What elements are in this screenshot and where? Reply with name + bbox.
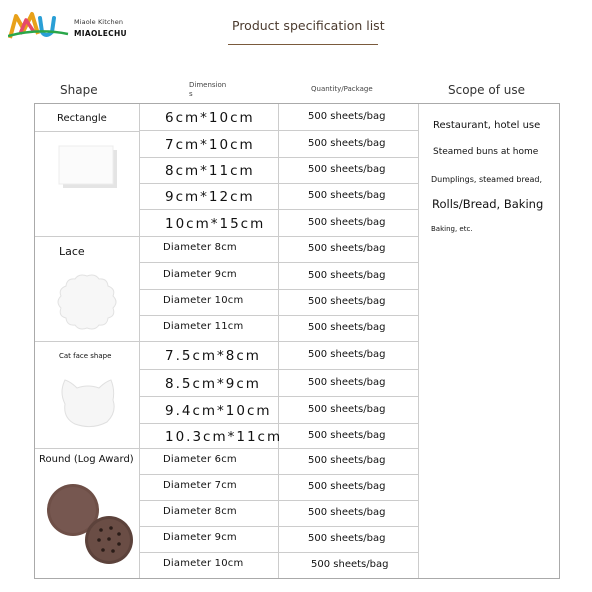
cat-face-paper-image (57, 374, 119, 434)
quantity-cell: 500 sheets/bag (308, 190, 386, 201)
row-divider (139, 423, 418, 424)
header-shape: Shape (60, 83, 98, 97)
quantity-cell: 500 sheets/bag (308, 164, 386, 175)
row-divider (35, 236, 139, 237)
quantity-cell: 500 sheets/bag (308, 349, 386, 360)
rectangle-paper-image (57, 144, 119, 194)
row-divider (139, 183, 418, 184)
dimension-cell: Diameter 10cm (163, 295, 244, 306)
row-divider (139, 396, 418, 397)
row-divider (139, 209, 418, 210)
shape-label-lace: Lace (59, 245, 85, 258)
row-divider (139, 289, 418, 290)
brand-name-main: MIAOLECHU (74, 29, 127, 38)
dimension-cell: 9.4cm*10cm (165, 402, 272, 419)
round-paper-image (39, 482, 139, 576)
row-divider (139, 369, 418, 370)
quantity-cell: 500 sheets/bag (311, 559, 389, 570)
dimension-cell: Diameter 9cm (163, 532, 237, 543)
shape-label-rectangle: Rectangle (57, 113, 107, 124)
dimension-cell: 10.3cm*11cm (165, 428, 283, 445)
quantity-cell: 500 sheets/bag (308, 429, 386, 441)
quantity-cell: 500 sheets/bag (308, 296, 386, 307)
row-divider (139, 448, 418, 449)
row-divider (139, 341, 418, 342)
quantity-cell: 500 sheets/bag (308, 376, 386, 388)
row-divider (139, 552, 418, 553)
dimension-cell: 8.5cm*9cm (165, 375, 261, 392)
row-divider (139, 236, 418, 237)
dimension-cell: 10cm*15cm (165, 215, 266, 232)
header-quantity: Quantity/Package (311, 85, 373, 93)
row-divider (139, 315, 418, 316)
row-divider (139, 157, 418, 158)
quantity-cell: 500 sheets/bag (308, 243, 386, 254)
scope-item: Baking, etc. (431, 225, 473, 233)
spec-table (34, 103, 560, 579)
dimension-cell: Diameter 7cm (163, 480, 237, 491)
quantity-cell: 500 sheets/bag (308, 216, 386, 228)
dimension-cell: 9cm*12cm (165, 189, 255, 205)
row-divider (35, 341, 139, 342)
header-dimensions-line1: Dimension (189, 81, 227, 89)
row-divider (139, 262, 418, 263)
header-dimensions-line2: s (189, 90, 193, 98)
brand-logo (8, 6, 158, 44)
lace-paper-image (55, 272, 119, 334)
row-divider (35, 131, 139, 132)
dimension-cell: Diameter 11cm (163, 321, 244, 332)
scope-item: Steamed buns at home (433, 147, 539, 157)
dimension-cell: Diameter 10cm (163, 558, 244, 569)
row-divider (139, 526, 418, 527)
dimension-cell: 6cm*10cm (165, 110, 255, 126)
dimension-cell: Diameter 9cm (163, 268, 237, 280)
header-scope: Scope of use (448, 83, 525, 97)
row-divider (35, 448, 139, 449)
quantity-cell: 500 sheets/bag (308, 533, 386, 544)
column-divider (418, 104, 419, 578)
dimension-cell: 7cm*10cm (165, 136, 255, 153)
shape-label-cat-face: Cat face shape (59, 352, 112, 360)
shape-label-round: Round (Log Award) (39, 454, 134, 465)
dimension-cell: Diameter 8cm (163, 506, 237, 517)
dimension-cell: Diameter 8cm (163, 242, 237, 253)
row-divider (139, 474, 418, 475)
quantity-cell: 500 sheets/bag (308, 322, 386, 333)
quantity-cell: 500 sheets/bag (308, 111, 386, 122)
brand-logo-icon (8, 10, 72, 40)
title-underline (228, 44, 378, 45)
quantity-cell: 500 sheets/bag (308, 507, 386, 518)
scope-item: Rolls/Bread, Baking (432, 197, 544, 211)
row-divider (139, 500, 418, 501)
header-dimensions (189, 81, 226, 99)
dimension-cell: 7.5cm*8cm (165, 348, 261, 364)
page-title: Product specification list (232, 18, 385, 33)
row-divider (139, 130, 418, 131)
brand-name-top: Miaole Kitchen (74, 18, 124, 26)
scope-item: Dumplings, steamed bread, (431, 175, 543, 184)
dimension-cell: 8cm*11cm (165, 163, 255, 179)
quantity-cell: 500 sheets/bag (308, 403, 386, 415)
quantity-cell: 500 sheets/bag (308, 455, 386, 466)
scope-item: Restaurant, hotel use (433, 120, 541, 131)
dimension-cell: Diameter 6cm (163, 454, 237, 465)
quantity-cell: 500 sheets/bag (308, 137, 386, 149)
quantity-cell: 500 sheets/bag (308, 481, 386, 492)
quantity-cell: 500 sheets/bag (308, 269, 386, 281)
